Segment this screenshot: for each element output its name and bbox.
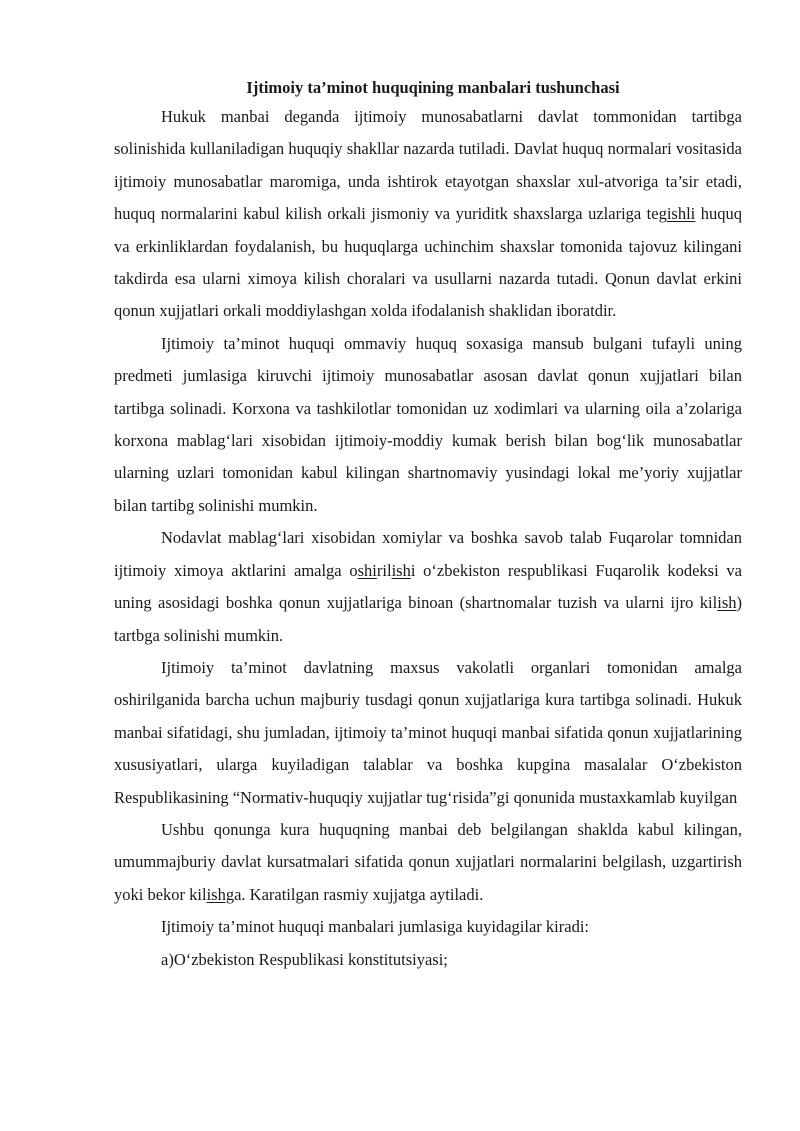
text-segment: a. Karatilgan rasmiy xujjatga aytiladi.	[234, 884, 484, 904]
text-segment: Ijtimoiy ta’minot davlatning maxsus vakolatli organlari tomonidan amalga oshirilganida barcha uchun majburiy tusdagi qonun xujjatlariga kura tartibga solinadi. Hukuk manbai sifatidagi, shu jumladan, ijtimoiy ta’minot huquqi manbai sifatida qonun xujjatlarining xususiyatlari, ularga kuyiladigan talablar va boshka kupgina masalalar O‘zbekiston Respublikasining “Normativ-huquqiy xujjatlar tug‘risida”gi qonunida mustaxkamlab kuyilgan	[114, 657, 742, 807]
underlined-text: ish	[391, 560, 411, 580]
paragraph-1	[114, 101, 742, 328]
text-segment: ril	[376, 560, 392, 580]
list-item-a	[114, 944, 742, 976]
document-page	[114, 76, 742, 976]
text-segment: ) tartbga solinishi mumkin.	[114, 593, 742, 645]
paragraph-5	[114, 814, 742, 911]
document-title: Ijtimoiy ta’minot huquqining manbalari tushunchasi	[246, 78, 620, 97]
text-segment: Hukuk manbai deganda ijtimoiy munosabatlarni davlat tommonidan tartibga solinishida kullaniladigan huquqiy shakllar nazarda tutiladi. Davlat huquq normalari vositasida ijtimoiy munosabatlar maromiga, unda ishtirok etayotgan shaxslar xul-atvoriga ta’sir etadi, huquq normalarini kabul kilish orkali jismoniy va yuriditk shaxslarga uzlariga teg	[114, 107, 742, 224]
text-segment: i o‘zbekiston respublikasi Fuqarolik kodeksi va uning asosidagi boshka qonun xujjatlariga binoan (shartnomalar tuzish va ularni ijro kil	[114, 560, 742, 613]
underlined-text: ish	[717, 593, 737, 613]
text-segment: a)O‘zbekiston Respublikasi konstitutsiyasi;	[161, 949, 448, 969]
text-segment: Ijtimoiy ta’minot huquqi manbalari jumlasiga kuyidagilar kiradi:	[161, 917, 589, 937]
text-segment: Ushbu qonunga kura huquqning manbai deb belgilangan shaklda kabul kilingan, umummajburiy davlat kursatmalari sifatida qonun xujjatlari normalarini belgilash, uzgartirish yoki bekor kil	[114, 819, 742, 904]
text-segment: Ijtimoiy ta’minot huquqi ommaviy huquq soxasiga mansub bulgani tufayli uning predmeti jumlasiga kiruvchi ijtimoiy munosabatlar asosan davlat qonun xujjatlari bilan tartibga solinadi. Korxona va tashkilotlar tomonidan uz xodimlari va ularning oila a’zolariga korxona mablag‘lari xisobidan ijtimoiy-moddiy kumak berish bilan bog‘lik munosabatlar ularning uzlari tomonidan kabul kilingan shartnomaviy yusindagi lokal me’yoriy xujjatlar bilan tartibg solinishi mumkin.	[114, 333, 742, 515]
underlined-text: ishg	[206, 884, 235, 904]
paragraph-3	[114, 522, 742, 652]
underlined-text: ishli	[666, 204, 696, 224]
paragraph-4	[114, 652, 742, 814]
paragraph-6	[114, 911, 742, 943]
paragraph-2	[114, 328, 742, 522]
text-segment: Nodavlat mablag‘lari xisobidan xomiylar va boshka savob talab Fuqarolar tomnidan ijtimoiy ximoya aktlarini amalga o	[114, 528, 742, 580]
underlined-text: shi	[357, 560, 377, 580]
text-segment: huquq va erkinliklardan foydalanish, bu huquqlarga uchinchim shaxslar tomonida tajovuz kilingani takdirda esa ularni ximoya kilish choralari va usullarni nazarda tutadi. Qonun davlat erkini qonun xujjatlari orkali moddiylashgan xolda ifodalanish shaklidan iboratdir.	[114, 204, 742, 321]
